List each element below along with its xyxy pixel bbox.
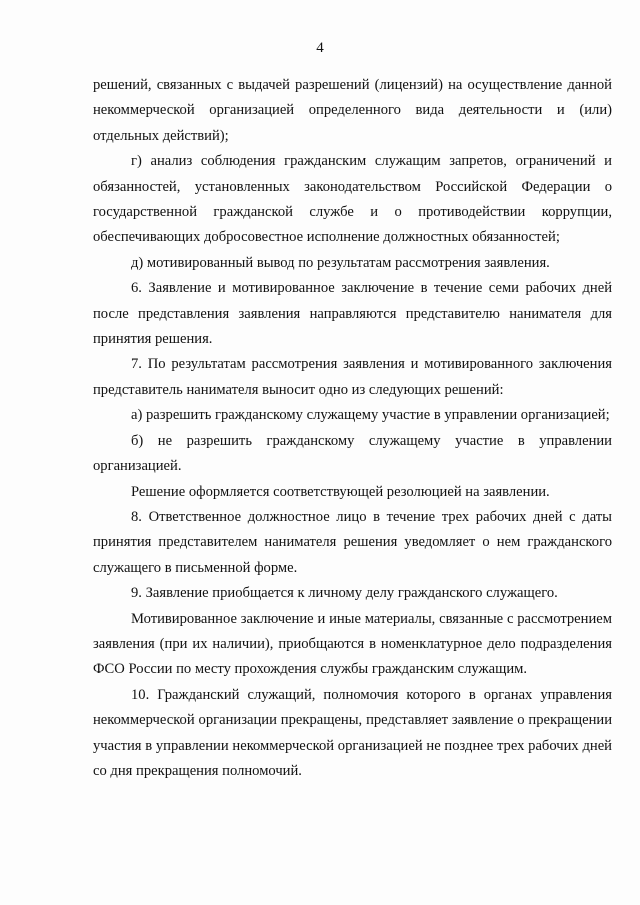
paragraph-item-b: б) не разрешить гражданскому служащему участие в управлении организацией. [93,432,612,475]
page-number: 4 [316,40,324,56]
paragraph-item-d: д) мотивированный вывод по результатам рассмотрения заявления. [131,254,550,271]
paragraph-continuation: решений, связанных с выдачей разрешений (лицензий) на осуществление данной некоммерческой организацией определенного вида деятельности и (или) отдельных действий); [93,77,612,144]
paragraph-clause-6: 6. Заявление и мотивированное заключение в течение семи рабочих дней после представления заявления направляются представителю нанимателя для принятия решения. [93,280,612,348]
paragraph-clause-7: 7. По результатам рассмотрения заявления и мотивированного заключения представитель нанимателя выносит одно из следующих решений: [93,356,612,398]
paragraph-clause-8: 8. Ответственное должностное лицо в течение трех рабочих дней с даты принятия представителем нанимателя решения уведомляет о нем гражданского служащего в письменной форме. [93,508,612,576]
paragraph-clause-10: 10. Гражданский служащий, полномочия которого в органах управления некоммерческой организации прекращены, представляет заявление о прекращении участия в управлении некоммерческой организацией не позднее трех рабочих дней со дня прекращения полномочий. [93,686,612,779]
paragraph-clause-9: 9. Заявление приобщается к личному делу гражданского служащего. [131,585,558,602]
paragraph-item-a: а) разрешить гражданскому служащему участие в управлении организацией; [131,407,610,424]
paragraph-item-g: г) анализ соблюдения гражданским служащим запретов, ограничений и обязанностей, установленных законодательством Российской Федерации о государственной гражданской службе и о противодействии коррупции, обеспечивающих добросовестное исполнение должностных обязанностей; [93,153,612,246]
paragraph-decision: Решение оформляется соответствующей резолюцией на заявлении. [131,483,550,500]
paragraph-materials: Мотивированное заключение и иные материалы, связанные с рассмотрением заявления (при их наличии), приобщаются в номенклатурное дело подразделения ФСО России по месту прохождения службы гражданским служащим. [93,610,612,678]
document-body [93,73,612,784]
